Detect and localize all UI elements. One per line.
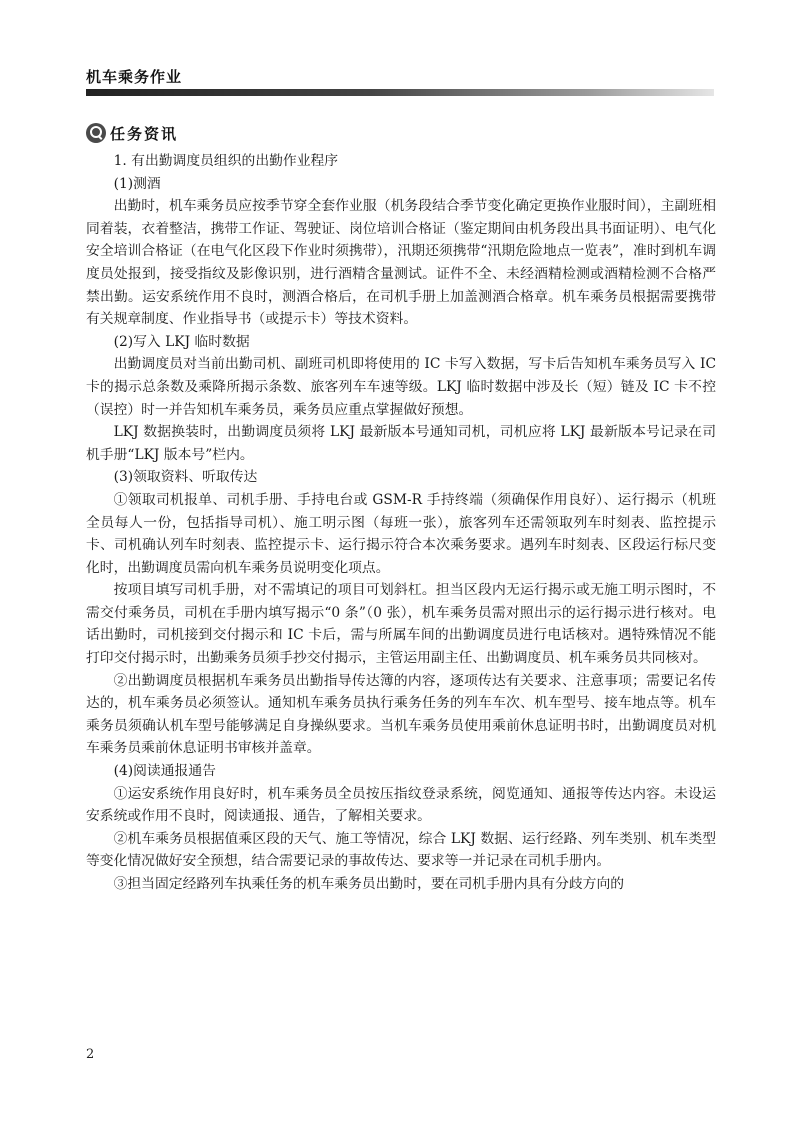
section-title: 任务资讯 [110, 124, 179, 143]
paragraph: ①领取司机报单、司机手册、手持电台或 GSM-R 手持终端（须确保作用良好）、运行揭示（机班全员每人一份，包括指导司机）、施工明示图（每班一张），旅客列车还需领取列车时刻表、监控提示卡、司机确认列车时刻表、监控提示卡、运行揭示符合本次乘务要求。遇列车时刻表、区段运行标尺变化时，出勤调度员需向机车乘务员说明变化项点。 [86, 491, 716, 576]
paragraph: LKJ 数据换装时，出勤调度员须将 LKJ 最新版本号通知司机，司机应将 LKJ 最新版本号记录在司机手册“LKJ 版本号”栏内。 [86, 424, 716, 463]
paragraph: (3)领取资料、听取传达 [113, 469, 258, 486]
paragraph: (1)测酒 [113, 175, 161, 192]
page-number: 2 [86, 1047, 95, 1062]
paragraph: 出勤调度员对当前出勤司机、副班司机即将使用的 IC 卡写入数据，写卡后告知机车乘务员写入 IC 卡的揭示总条数及乘降所揭示条数、旅客列车车速等级。LKJ 临时数据中涉及长（短）链及 IC 卡不控（误控）时一并告知机车乘务员，乘务员应重点掌握做好预想。 [86, 356, 716, 418]
section-heading [86, 122, 178, 144]
paragraph: ②出勤调度员根据机车乘务员出勤指导传达簿的内容，逐项传达有关要求、注意事项；需要记名传达的，机车乘务员必须签认。通知机车乘务员执行乘务任务的列车车次、机车型号、接车地点等。机车乘务员须确认机车型号能够满足自身操纵要求。当机车乘务员使用乘前休息证明书时，出勤调度员对机车乘务员乘前休息证明书审核并盖章。 [86, 672, 716, 757]
paragraph: 1. 有出勤调度员组织的出勤作业程序 [113, 153, 339, 169]
paragraph: 按项目填写司机手册，对不需填记的项目可划斜杠。担当区段内无运行揭示或无施工明示图时，不需交付乘务员，司机在手册内填写揭示“0 条”（0 张），机车乘务员需对照出示的运行揭示进行核对。电话出勤时，司机接到交付揭示和 IC 卡后，需与所属车间的出勤调度员进行电话核对。遇特殊情况不能打印交付揭示时，出勤乘务员须手抄交付揭示，主管运用副主任、出勤调度员、机车乘务员共同核对。 [86, 582, 716, 667]
paragraph: ②机车乘务员根据值乘区段的天气、施工等情况，综合 LKJ 数据、运行经路、列车类别、机车类型等变化情况做好安全预想，结合需要记录的事故传达、要求等一并记录在司机手册内。 [86, 830, 716, 870]
paragraph: ①运安系统作用良好时，机车乘务员全员按压指纹登录系统，阅览通知、通报等传达内容。未设运安系统或作用不良时，阅读通报、通告，了解相关要求。 [86, 785, 716, 825]
paragraph: (4)阅读通报通告 [113, 763, 216, 780]
running-head-title: 机车乘务作业 [86, 68, 183, 86]
paragraph: 出勤时，机车乘务员应按季节穿全套作业服（机务段结合季节变化确定更换作业服时间），主副班相同着装，衣着整洁，携带工作证、驾驶证、岗位培训合格证（鉴定期间由机务段出具书面证明）、电气化安全培训合格证（在电气化区段下作业时须携带），汛期还须携带“汛期危险地点一览表”，准时到机车调度员处报到，接受指纹及影像识别，进行酒精含量测试。证件不全、未经酒精检测或酒精检测不合格严禁出勤。运安系统作用不良时，测酒合格后，在司机手册上加盖测酒合格章。机车乘务员根据需要携带有关规章制度、作业指导书（或提示卡）等技术资料。 [86, 198, 716, 328]
magnifier-icon [86, 123, 106, 143]
paragraph: (2)写入 LKJ 临时数据 [113, 333, 250, 350]
paragraph: ③担当固定经路列车执乘任务的机车乘务员出勤时，要在司机手册内具有分歧方向的 [113, 876, 625, 892]
header-rule [86, 89, 714, 96]
body-text [86, 150, 716, 896]
